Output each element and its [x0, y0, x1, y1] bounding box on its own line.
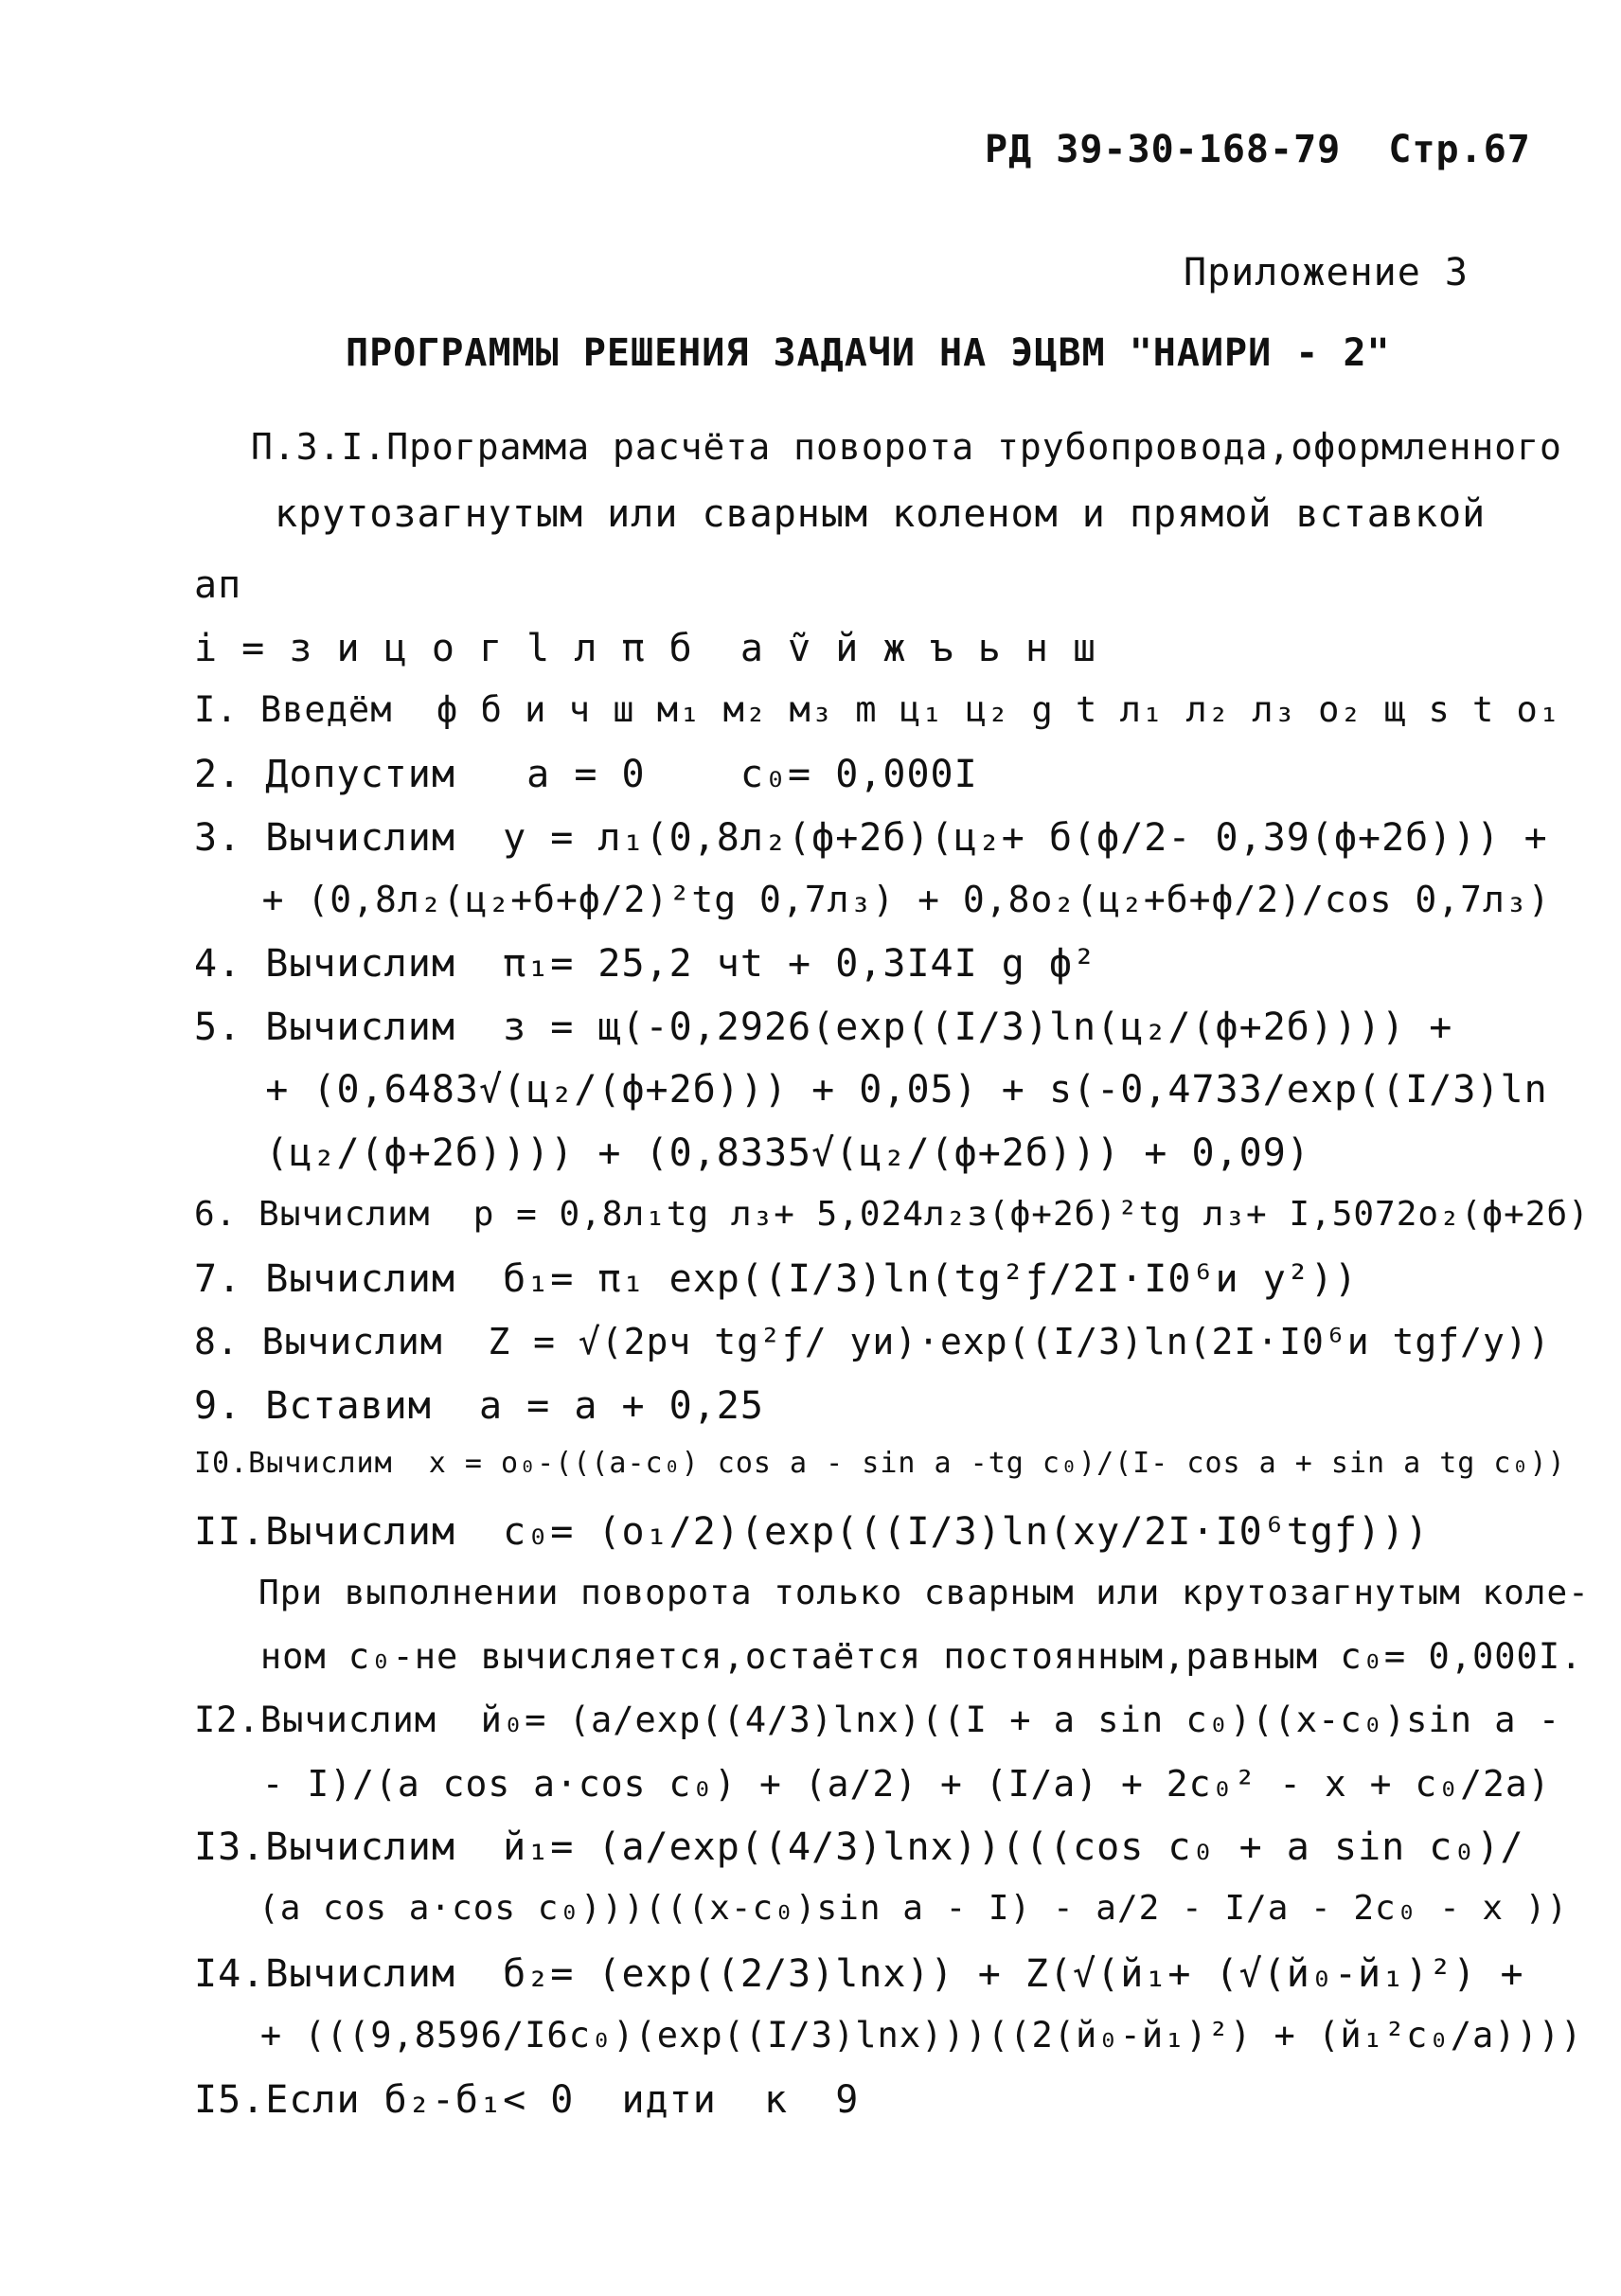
program-line: I4.Вычислим б₂= (exp((2/3)lnх)) + Z(√(й₁+ (√(й₀-й₁)²) + — [194, 1952, 1524, 1996]
program-line: 7. Вычислим б₁= π₁ exp((I/3)ln(tg²ƒ/2I·I0⁶и у²)) — [194, 1257, 1359, 1301]
appendix-label: Приложение 3 — [1184, 251, 1469, 294]
program-line: (а cos а·cos с₀)))(((х-с₀)sin а - I) - а/2 - I/а - 2с₀ - х )) — [194, 1889, 1569, 1928]
program-line: I3.Вычислим й₁= (а/exp((4/3)lnх))(((cos с₀ + а sin с₀)/ — [194, 1825, 1524, 1869]
program-line: 6. Вычислим р = 0,8л₁tg л₃+ 5,024л₂з(ф+2б)²tg л₃+ I,5072о₂(ф+2б) — [194, 1195, 1590, 1234]
program-line: 2. Допустим а = 0 с₀= 0,000I — [194, 753, 978, 796]
program-line: - I)/(а cos а·cos с₀) + (а/2) + (I/а) + 2с₀² - х + с₀/2а) — [194, 1763, 1551, 1805]
program-line: I2.Вычислим й₀= (а/exp((4/3)lnх)((I + а sin с₀)((х-с₀)sin а - — [194, 1700, 1561, 1740]
program-line: + (0,8л₂(ц₂+б+ф/2)²tg 0,7л₃) + 0,8о₂(ц₂+б+ф/2)/cos 0,7л₃) — [194, 879, 1551, 920]
program-line: 8. Вычислим Z = √(2рч tg²ƒ/ уи)·exp((I/3)ln(2I·I0⁶и tgƒ/у)) — [194, 1321, 1551, 1362]
section-heading-line-1: П.3.I.Программа расчёта поворота трубопровода,оформленного — [251, 426, 1562, 468]
page-title: ПРОГРАММЫ РЕШЕНИЯ ЗАДАЧИ НА ЭЦВМ "НАИРИ - 2" — [346, 331, 1391, 375]
program-line: 5. Вычислим з = щ(-0,2926(exp((I/3)ln(ц₂/(ф+2б)))) + — [194, 1006, 1453, 1049]
program-line: + (0,6483√(ц₂/(ф+2б))) + 0,05) + s(-0,4733/exp((I/3)ln — [194, 1068, 1548, 1112]
program-line: 3. Вычислим у = л₁(0,8л₂(ф+2б)(ц₂+ б(ф/2- 0,39(ф+2б))) + — [194, 816, 1548, 860]
program-line: 9. Вставим а = а + 0,25 — [194, 1384, 764, 1428]
program-line: II.Вычислим с₀= (о₁/2)(exp(((I/3)ln(ху/2I·I0⁶tgƒ))) — [194, 1510, 1430, 1554]
program-line: + (((9,8596/I6с₀)(exp((I/3)lnх)))((2(й₀-й₁)²) + (й₁²с₀/а)))) — [194, 2015, 1583, 2056]
section-heading-line-2: крутозагнутым или сварным коленом и прямой вставкой — [275, 492, 1487, 536]
program-line: I5.Если б₂-б₁< 0 идти к 9 — [194, 2078, 860, 2122]
program-line: i = з и ц о г l л π б а ṽ й ж ъ ь н ш — [194, 627, 1097, 670]
program-line: (ц₂/(ф+2б)))) + (0,8335√(ц₂/(ф+2б))) + 0,09) — [194, 1131, 1310, 1175]
document-reference: РД 39-30-168-79 Стр.67 — [985, 128, 1531, 171]
program-line: ап — [194, 563, 242, 607]
program-line: I. Введём ф б и ч ш м₁ м₂ м₃ m ц₁ ц₂ g t л₁ л₂ л₃ о₂ щ s t о₁ — [194, 689, 1561, 730]
program-line: При выполнении поворота только сварным или крутозагнутым коле- — [194, 1574, 1590, 1612]
program-line: ном с₀-не вычисляется,остаётся постоянным,равным с₀= 0,000I. — [194, 1636, 1583, 1677]
program-line: 4. Вычислим π₁= 25,2 чt + 0,3I4I g ф² — [194, 942, 1097, 986]
program-line: I0.Вычислим х = о₀-(((а-с₀) cos а - sin а -tg с₀)/(I- cos а + sin а tg с₀)) — [194, 1447, 1566, 1480]
